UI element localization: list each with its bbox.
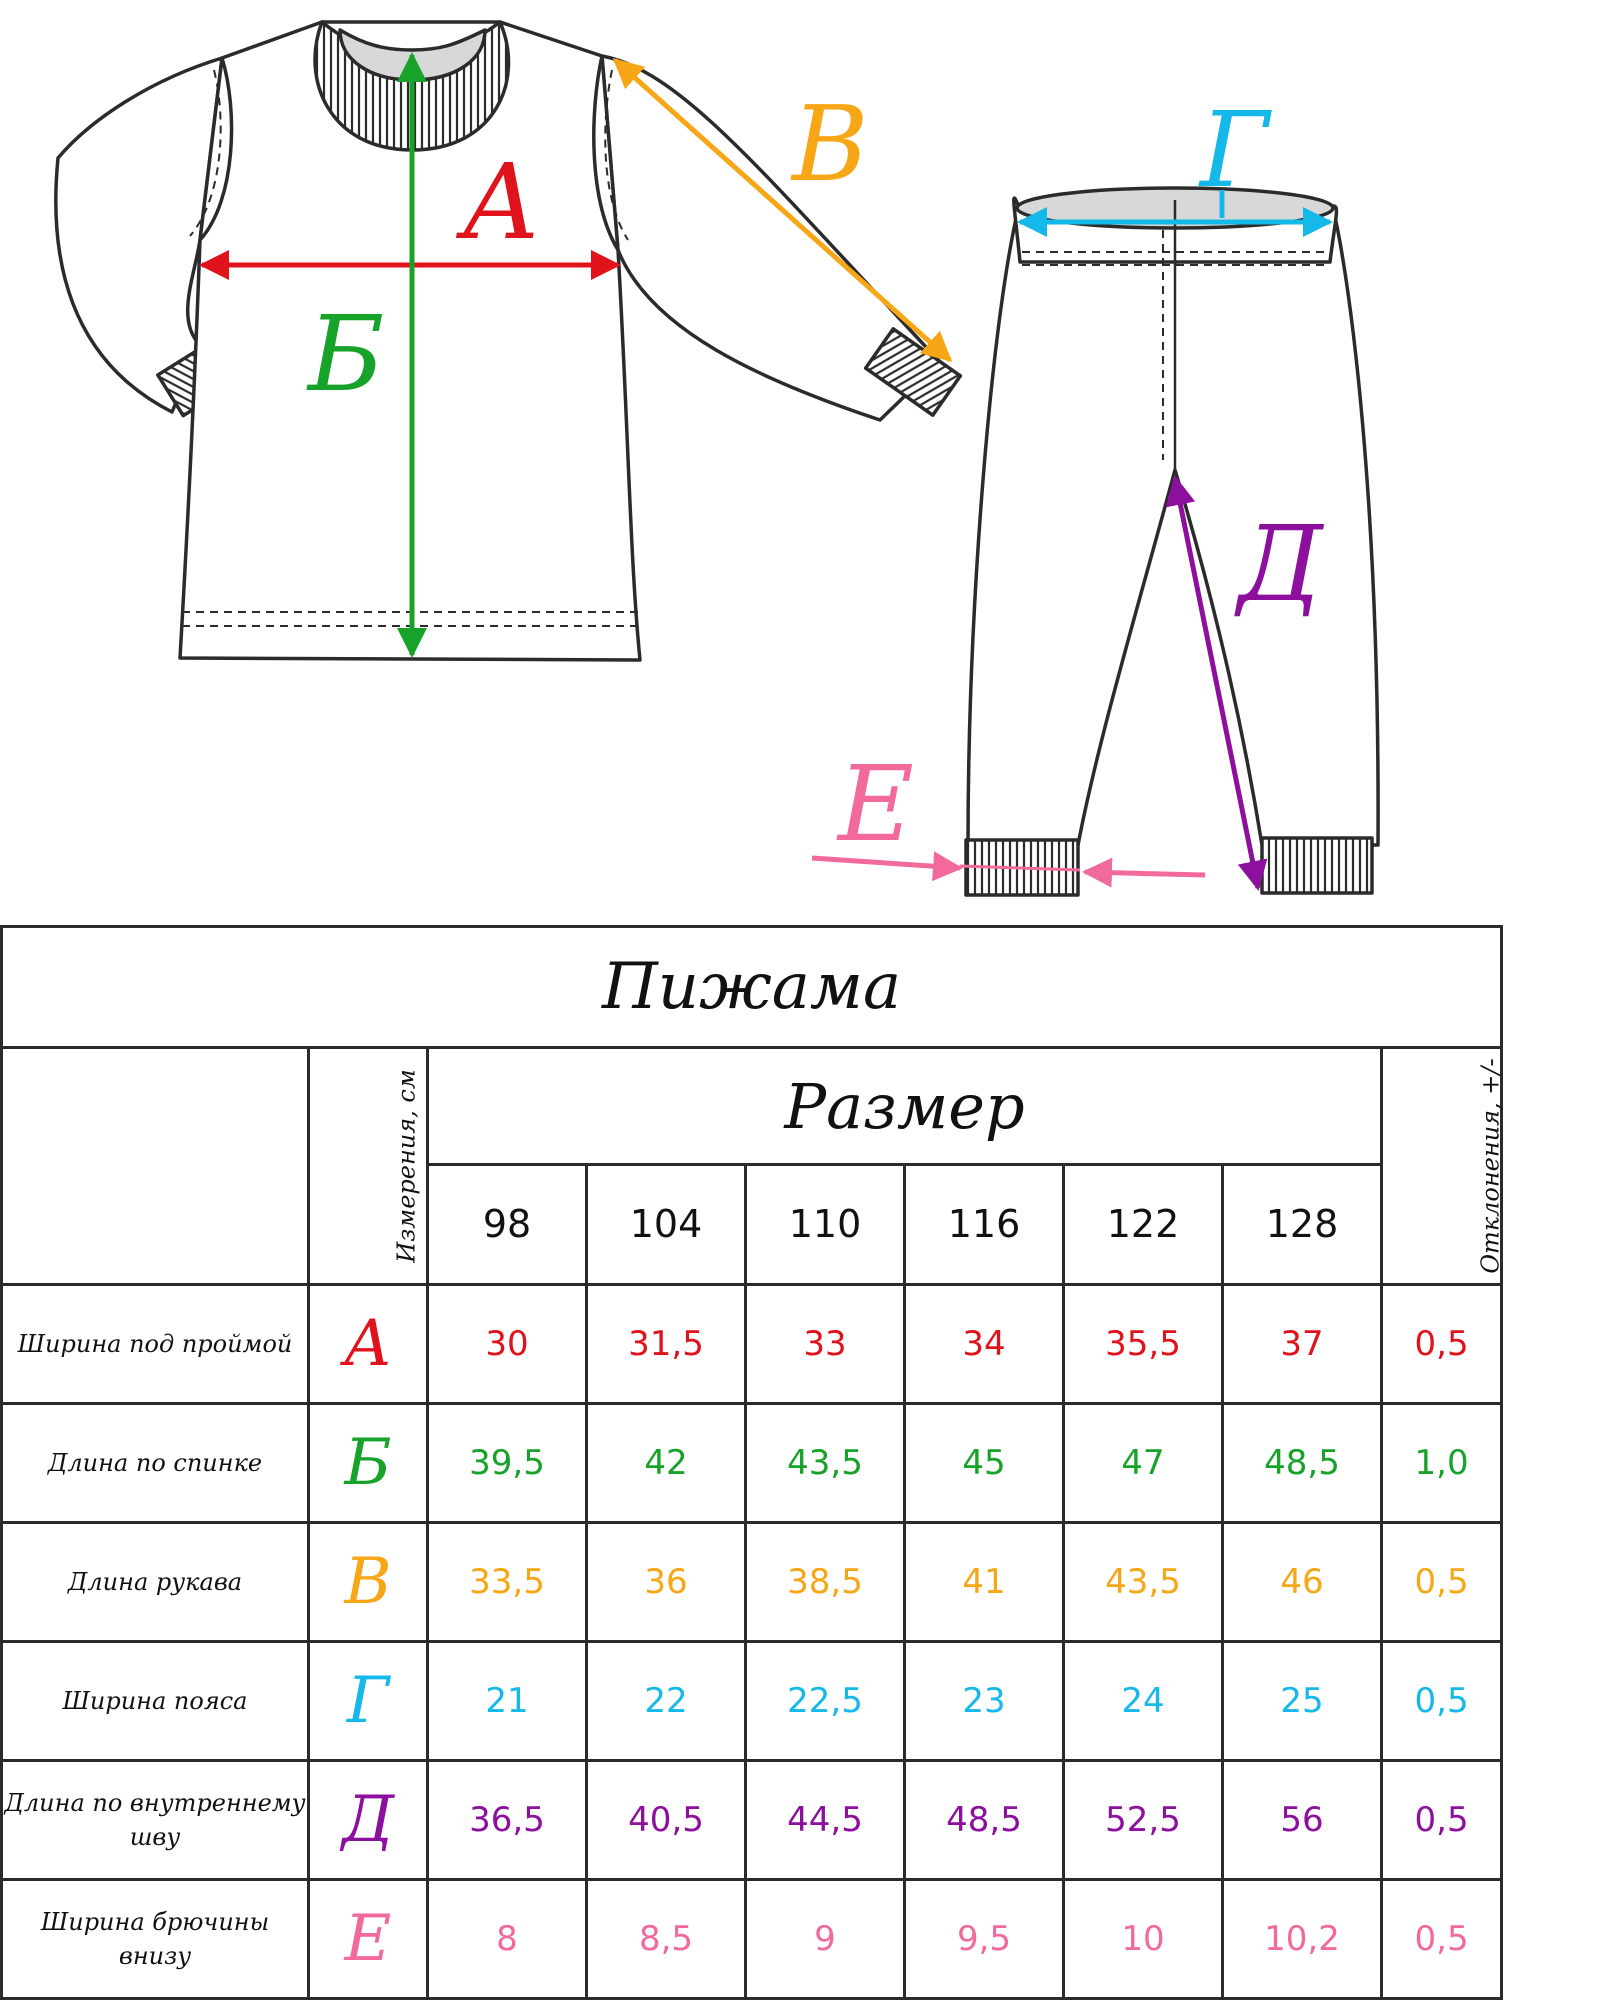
measurement-header: Измерения, см — [392, 1069, 421, 1263]
value-cell: 42 — [587, 1403, 746, 1522]
right-leg-cuff — [1262, 838, 1372, 893]
table-title: Пижама — [2, 927, 1502, 1048]
value-cell: 48,5 — [1223, 1403, 1382, 1522]
label-a: А — [462, 141, 541, 263]
size-122: 122 — [1064, 1164, 1223, 1284]
size-110: 110 — [746, 1164, 905, 1284]
value-cell: 36 — [587, 1522, 746, 1641]
label-b: Б — [308, 293, 385, 415]
table-row — [2, 1641, 1502, 1760]
value-cell: 44,5 — [746, 1760, 905, 1879]
row-letter: Г — [309, 1641, 428, 1760]
value-cell: 9,5 — [905, 1879, 1064, 1998]
row-label: Длина по внутреннему шву — [2, 1760, 309, 1879]
row-letter: А — [309, 1284, 428, 1403]
value-cell: 21 — [428, 1641, 587, 1760]
value-cell: 9 — [746, 1879, 905, 1998]
deviation-header: Отклонения, +/- — [1476, 1058, 1505, 1274]
value-cell: 23 — [905, 1641, 1064, 1760]
value-cell: 33 — [746, 1284, 905, 1403]
value-cell: 22,5 — [746, 1641, 905, 1760]
value-cell: 48,5 — [905, 1760, 1064, 1879]
row-letter: Е — [309, 1879, 428, 1998]
table-row — [2, 1879, 1502, 1998]
value-cell: 38,5 — [746, 1522, 905, 1641]
empty-corner-cell — [2, 1048, 309, 1285]
title-row — [2, 927, 1502, 1048]
row-label: Ширина брючины внизу — [2, 1879, 309, 1998]
value-cell: 52,5 — [1064, 1760, 1223, 1879]
value-cell: 24 — [1064, 1641, 1223, 1760]
arrow-e-right — [1085, 872, 1205, 875]
value-cell: 41 — [905, 1522, 1064, 1641]
value-cell: 8 — [428, 1879, 587, 1998]
value-cell: 47 — [1064, 1403, 1223, 1522]
label-g: Г — [1200, 89, 1269, 211]
size-header: Размер — [428, 1048, 1382, 1165]
value-cell: 45 — [905, 1403, 1064, 1522]
deviation-cell: 0,5 — [1382, 1284, 1502, 1403]
value-cell: 35,5 — [1064, 1284, 1223, 1403]
row-label: Длина рукава — [2, 1522, 309, 1641]
size-104: 104 — [587, 1164, 746, 1284]
value-cell: 40,5 — [587, 1760, 746, 1879]
label-v: В — [792, 83, 869, 205]
deviation-cell: 1,0 — [1382, 1403, 1502, 1522]
value-cell: 22 — [587, 1641, 746, 1760]
size-116: 116 — [905, 1164, 1064, 1284]
value-cell: 31,5 — [587, 1284, 746, 1403]
deviation-cell: 0,5 — [1382, 1522, 1502, 1641]
value-cell: 56 — [1223, 1760, 1382, 1879]
row-letter: Д — [309, 1760, 428, 1879]
value-cell: 33,5 — [428, 1522, 587, 1641]
size-header-row — [2, 1048, 1502, 1165]
row-label: Ширина пояса — [2, 1641, 309, 1760]
row-letter: Б — [309, 1403, 428, 1522]
label-e: Е — [838, 743, 914, 865]
value-cell: 8,5 — [587, 1879, 746, 1998]
value-cell: 25 — [1223, 1641, 1382, 1760]
deviation-cell: 0,5 — [1382, 1760, 1502, 1879]
value-cell: 36,5 — [428, 1760, 587, 1879]
table-row — [2, 1403, 1502, 1522]
value-cell: 43,5 — [746, 1403, 905, 1522]
value-cell: 10,2 — [1223, 1879, 1382, 1998]
size-128: 128 — [1223, 1164, 1382, 1284]
value-cell: 30 — [428, 1284, 587, 1403]
row-letter: В — [309, 1522, 428, 1641]
measurement-header-cell — [309, 1048, 428, 1285]
deviation-cell: 0,5 — [1382, 1879, 1502, 1998]
value-cell: 39,5 — [428, 1403, 587, 1522]
table-row — [2, 1760, 1502, 1879]
size-table-body — [2, 927, 1505, 1999]
table-row — [2, 1522, 1502, 1641]
label-d: Д — [1238, 503, 1323, 625]
value-cell: 10 — [1064, 1879, 1223, 1998]
garment-diagram — [0, 0, 1500, 925]
value-cell: 46 — [1223, 1522, 1382, 1641]
garment-diagram-svg — [0, 0, 1500, 925]
deviation-header-cell — [1382, 1048, 1505, 1285]
size-table — [0, 925, 1503, 2000]
value-cell: 43,5 — [1064, 1522, 1223, 1641]
row-label: Длина по спинке — [2, 1403, 309, 1522]
table-row — [2, 1284, 1502, 1403]
size-98: 98 — [428, 1164, 587, 1284]
value-cell: 34 — [905, 1284, 1064, 1403]
deviation-cell: 0,5 — [1382, 1641, 1502, 1760]
value-cell: 37 — [1223, 1284, 1382, 1403]
row-label: Ширина под проймой — [2, 1284, 309, 1403]
